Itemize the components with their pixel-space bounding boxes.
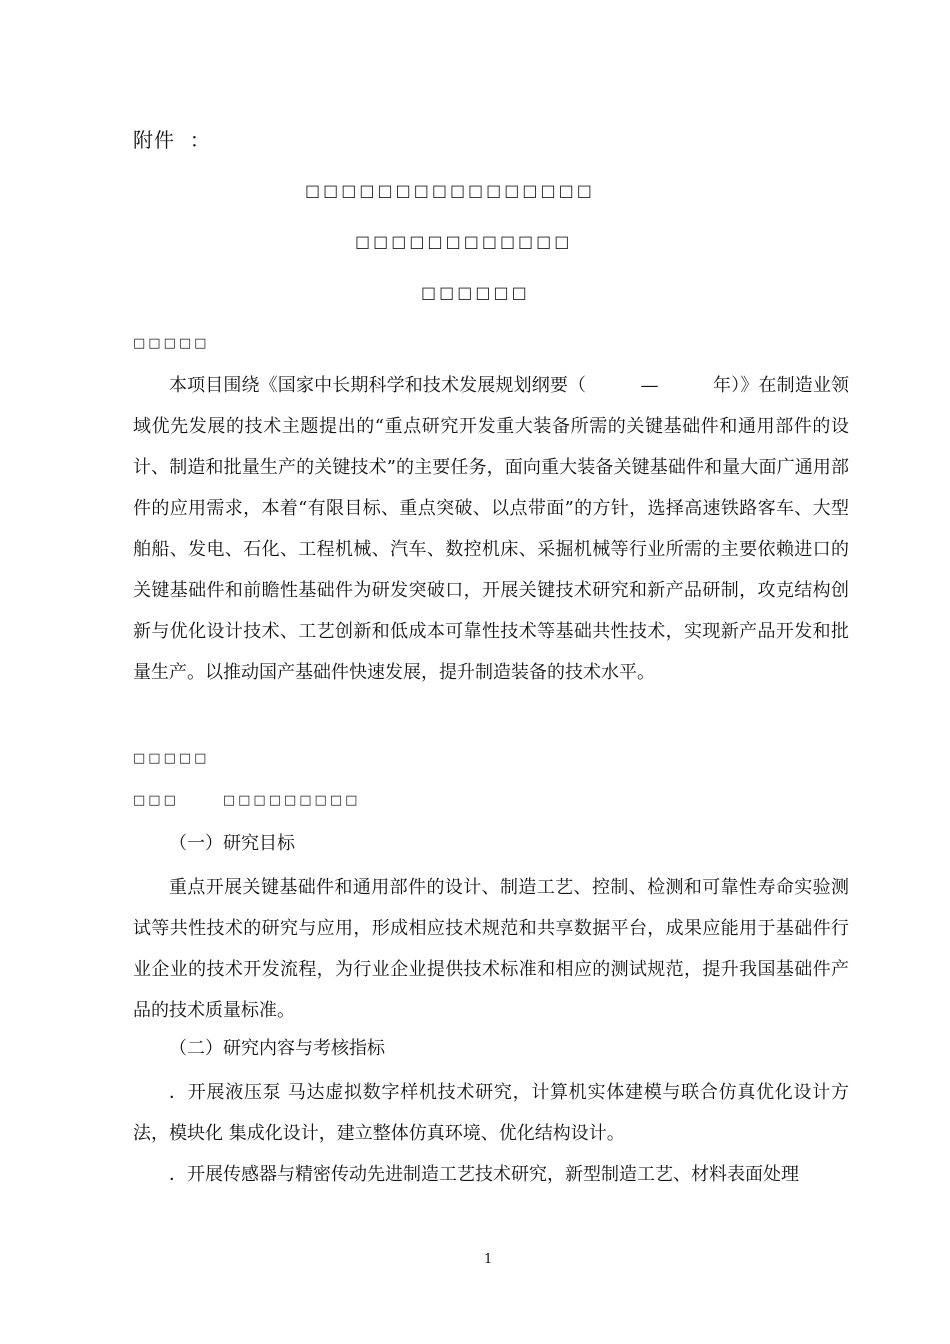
section-heading-3: [133, 793, 360, 808]
section-heading-1: □□□□□: [133, 336, 210, 351]
section-heading-2: □□□□□: [133, 751, 210, 766]
content-item-2: ．开展传感器与精密传动先进制造工艺技术研究，新型制造工艺、材料表面处理: [169, 1164, 799, 1185]
title-line-2: □□□□□□□□□□□□: [355, 232, 573, 251]
title-line-1: □□□□□□□□□□□□□□□□: [305, 181, 595, 200]
page-number: 1: [484, 1252, 493, 1267]
title-line-3: □□□□□□: [421, 283, 530, 302]
section-heading-3-number: □□□: [133, 793, 179, 808]
research-goal-paragraph: 重点开展关键基础件和通用部件的设计、制造工艺、控制、检测和可靠性寿命实验测试等共性技术的研究与应用，形成相应技术规范和共享数据平台，成果应能用于基础件行业企业的技术开发流程，为行业企业提供技术标准和相应的测试规范，提升我国基础件产品的技术质量标准。: [133, 877, 849, 1021]
research-content-heading: （二）研究内容与考核指标: [169, 1038, 385, 1059]
research-goal-heading: （一）研究目标: [169, 833, 295, 854]
overview-paragraph: 本项目围绕《国家中长期科学和技术发展规划纲要（ — 年）》在制造业领域优先发展的技术主题提出的“重点研究开发重大装备所需的关键基础件和通用部件的设计、制造和批量生产的关键技术”的主要任务，面向重大装备关键基础件和量大面广通用部件的应用需求，本着“有限目标、重点突破、以点带面”的方针，选择高速铁路客车、大型舶船、发电、石化、工程机械、汽车、数控机床、采掘机械等行业所需的主要依赖进口的关键基础件和前瞻性基础件为研发突破口，开展关键技术研究和新产品研制，攻克结构创新与优化设计技术、工艺创新和低成本可靠性技术等基础共性技术，实现新产品开发和批量生产。以推动国产基础件快速发展，提升制造装备的技术水平。: [133, 375, 849, 683]
content-item-1: ．开展液压泵 马达虚拟数字样机技术研究，计算机实体建模与联合仿真优化设计方法，模块化 集成化设计，建立整体仿真环境、优化结构设计。: [133, 1082, 849, 1144]
section-heading-3-title: □□□□□□□□□: [222, 793, 361, 808]
attachment-label: 附件 ：: [133, 128, 211, 152]
